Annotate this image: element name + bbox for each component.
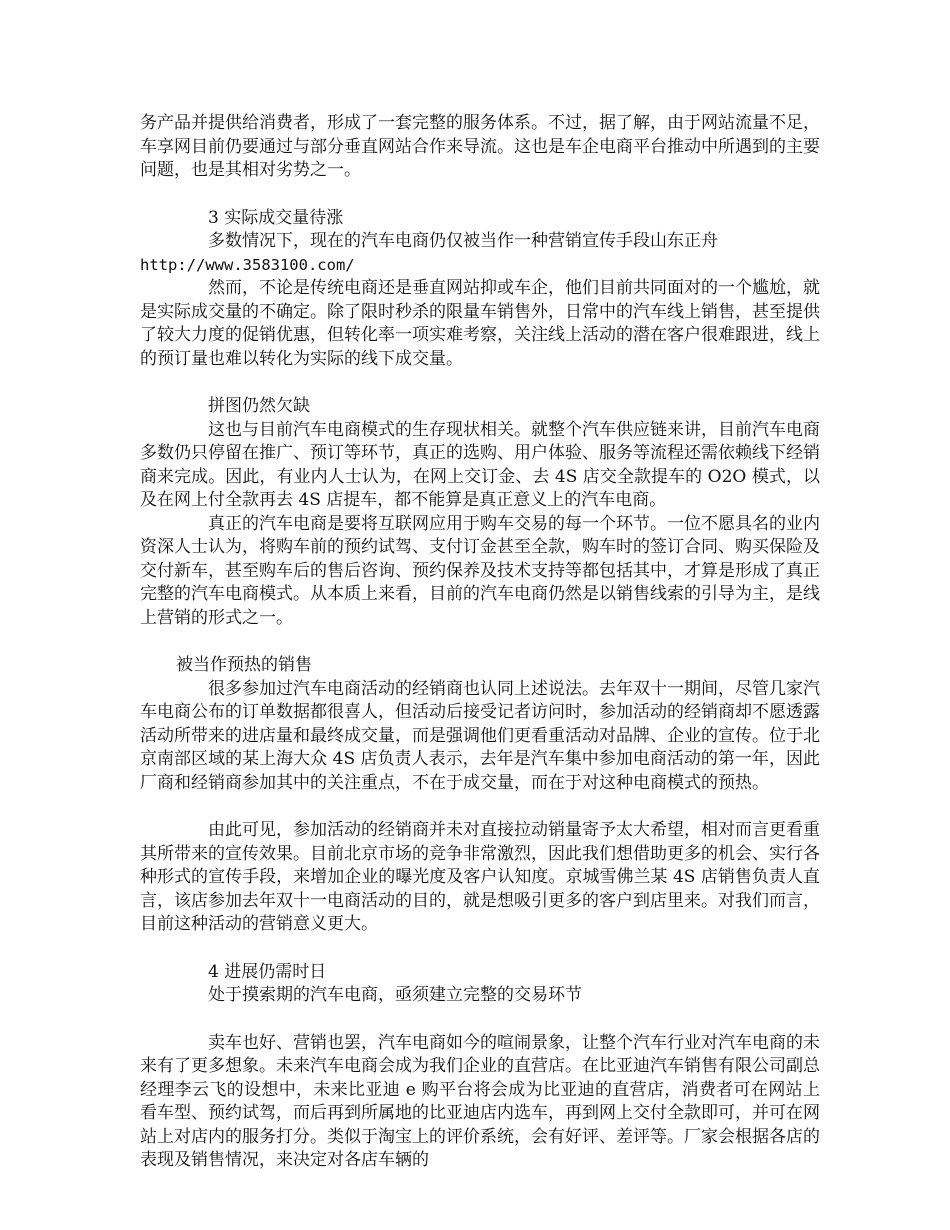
section-heading-preheat: 被当作预热的销售 xyxy=(176,655,312,675)
spacer xyxy=(140,795,820,819)
website-link[interactable]: http://www.3583100.com/ xyxy=(140,255,355,274)
paragraph-transaction: 然而，不论是传统电商还是垂直网站抑或车企，他们目前共同面对的一个尴尬，就是实际成交量的不确定。除了限时秒杀的限量车销售外，日常中的汽车线上销售，甚至提供了较大力度的促销优惠，但转化率一项实难考察，关注线上活动的潜在客户很难跟进，线上的预订量也难以转化为实际的线下成交量。 xyxy=(140,278,820,369)
spacer xyxy=(140,371,820,395)
document-page xyxy=(140,112,820,1173)
paragraph-dealers: 很多参加过汽车电商活动的经销商也认同上述说法。去年双十一期间，尽管几家汽车电商公布的订单数据都很喜人，但活动后接受记者访问时，参加活动的经销商却不愿透露活动所带来的进店量和最终成交量，而是强调他们更看重活动对品牌、企业的宣传。位于北京南部区域的某上海大众 4S 店负责人表示，去年是汽车集中参加电商活动的第一年，因此厂商和经销商参加其中的关注重点，不在于成交量，而在于对这种电商模式的预热。 xyxy=(140,678,820,793)
spacer xyxy=(140,1008,820,1032)
spacer xyxy=(140,183,820,207)
section-heading-3: 3 实际成交量待涨 xyxy=(208,207,344,228)
paragraph-text: 多数情况下，现在的汽车电商仍仅被当作一种营销宣传手段山东正舟 xyxy=(208,231,718,251)
paragraph-with-link xyxy=(140,230,820,277)
spacer xyxy=(140,937,820,961)
section-subheading-4: 处于摸索期的汽车电商，亟须建立完整的交易环节 xyxy=(208,985,582,1005)
section-heading-pintu: 拼图仍然欠缺 xyxy=(208,396,310,416)
paragraph-true-ecommerce: 真正的汽车电商是要将互联网应用于购车交易的每一个环节。一位不愿具名的业内资深人士认为，将购车前的预约试驾、支付订金甚至全款，购车时的签订合同、购买保险及交付新车，甚至购车后的售后咨询、预约保养及技术支持等都包括其中，才算是形成了真正完整的汽车电商模式。从本质上来看，目前的汽车电商仍然是以销售线索的引导为主，是线上营销的形式之一。 xyxy=(140,513,820,628)
paragraph-supply-chain: 这也与目前汽车电商模式的生存现状相关。就整个汽车供应链来讲，目前汽车电商多数仍只停留在推广、预订等环节，真正的选购、用户体验、服务等流程还需依赖线下经销商来完成。因此，有业内人士认为，在网上交订金、去 4S 店交全款提车的 O2O 模式，以及在网上付全款再去 4S 店提车，都不能算是真正意义上的汽车电商。 xyxy=(140,419,820,510)
paragraph-future: 卖车也好、营销也罢，汽车电商如今的喧闹景象，让整个汽车行业对汽车电商的未来有了更多想象。未来汽车电商会成为我们企业的直营店。在比亚迪汽车销售有限公司副总经理李云飞的设想中，未来比亚迪 e 购平台将会成为比亚迪的直营店，消费者可在网站上看车型、预约试驾，而后再到所属地的比亚迪店内选车，再到网上交付全款即可，并可在网站上对店内的服务打分。类似于淘宝上的评价系统，会有好评、差评等。厂家会根据各店的表现及销售情况，来决定对各店车辆的 xyxy=(140,1032,820,1170)
paragraph-publicity: 由此可见，参加活动的经销商并未对直接拉动销量寄予太大希望，相对而言更看重其所带来的宣传效果。目前北京市场的竞争非常激烈，因此我们想借助更多的机会、实行各种形式的宣传手段，来增加企业的曝光度及客户认知度。京城雪佛兰某 4S 店销售负责人直言，该店参加去年双十一电商活动的目的，就是想吸引更多的客户到店里来。对我们而言，目前这种活动的营销意义更大。 xyxy=(140,820,820,934)
paragraph-intro: 务产品并提供给消费者，形成了一套完整的服务体系。不过，据了解，由于网站流量不足，车享网目前仍要通过与部分垂直网站合作来导流。这也是车企电商平台推动中所遇到的主要问题，也是其相对劣势之一。 xyxy=(140,113,820,180)
section-heading-4: 4 进展仍需时日 xyxy=(208,961,327,982)
spacer xyxy=(140,630,820,654)
